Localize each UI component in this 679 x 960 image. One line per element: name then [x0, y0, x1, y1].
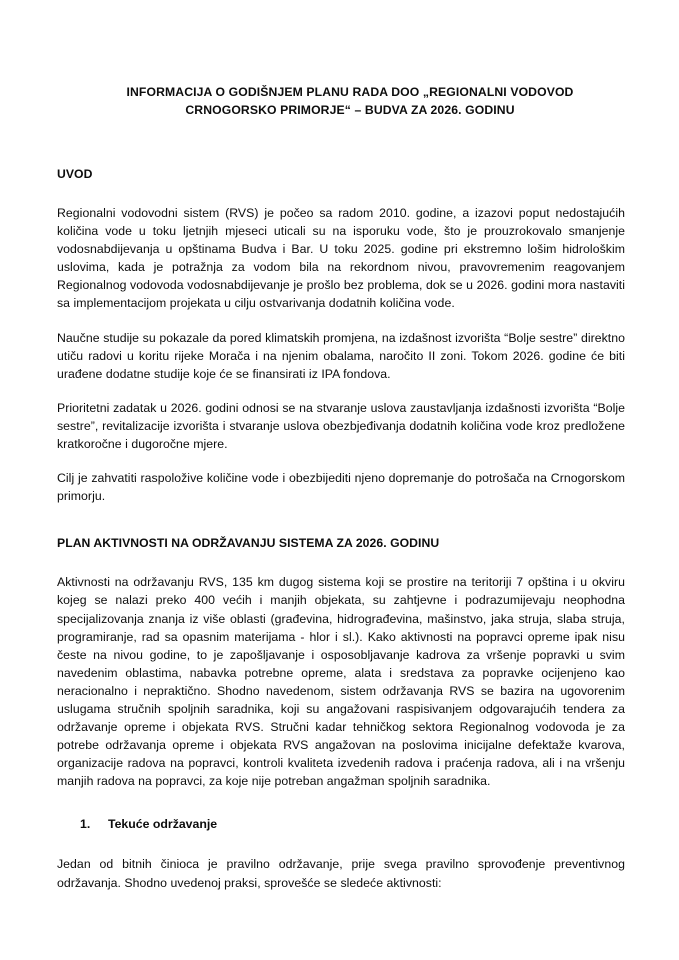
paragraph-uvod-1: Regionalni vodovodni sistem (RVS) je počeo sa radom 2010. godine, a izazovi poput nedostajućih količina vode u toku ljetnjih mjeseci uticali su na isporuku vode, što je prouzrokovalo smanjenje vodosnabdijevanja u opštinama Budva i Bar. U toku 2025. godine pri ekstremno lošim hidrološkim uslovima, kada je potražnja za vodom bila na rekordnom nivou, pravovremenim reagovanjem Regionalnog vodovoda vodosnabdijevanje je prošlo bez problema, dok se u 2026. godini mora nastaviti sa implementacijom projekata u cilju ostvarivanja dodatnih količina vode. — [57, 206, 625, 311]
paragraph-uvod-4: Cilj je zahvatiti raspoložive količine vode i obezbijediti njeno dopremanje do potrošača na Crnogorskom primorju. — [57, 471, 625, 504]
list-item-number: 1. — [80, 817, 91, 832]
list-item-label: Tekuće održavanje — [108, 817, 218, 832]
page-title: INFORMACIJA O GODIŠNJEM PLANU RADA DOO „REGIONALNI VODOVOD CRNOGORSKO PRIMORJE“ – BUDVA ZA 2026. GODINU — [126, 85, 574, 117]
document-content — [57, 0, 625, 892]
paragraph-tekuce-odrzavanje-body: Jedan od bitnih činioca je pravilno održavanje, prije svega pravilno sprovođenje preventivnog održavanja. Shodno uvedenoj praksi, sprovešće se sledeće aktivnosti: — [57, 857, 625, 890]
paragraph-plan-1: Aktivnosti na održavanju RVS, 135 km dugog sistema koji se prostire na teritoriji 7 opština i u okviru kojeg se nalazi preko 400 većih i manjih objekata, su zahtjevne i podrazumijevaju neophodna specijalizovanja znanja iz više oblasti (građevina, hidrograđevina, mašinstvo, jaka struja, slaba struja, programiranje, rad sa opasnim materijama - hlor i sl.). Kako aktivnosti na popravci opreme ipak nisu česte na nivou godine, to je zapošljavanje i osposobljavanje kadrova za vršenje popravki u svim navedenim oblastima, nabavka potrebne opreme, alata i sredstava za popravke ocijenjeno kao neracionalno i nepraktično. Shodno navedenom, sistem održavanja RVS se bazira na ugovorenim uslugama stručnih spoljnih saradnika, koji su angažovani raspisivanjem odgovarajućih tendera za održavanje opreme i objekata RVS. Stručni kadar tehničkog sektora Regionalnog vodovoda je za potrebe održavanja opreme i objekata RVS angažovan na poslovima inicijalne defektaže kvarova, organizacije radova na popravci, kontroli kvaliteta izvedenih radova i praćenja radova, ali i na vršenju manjih radova na popravci, za koje nije potreban angažman spoljnih saradnika. — [57, 575, 625, 789]
section-heading-plan-aktivnosti: PLAN AKTIVNOSTI NA ODRŽAVANJU SISTEMA ZA 2026. GODINU — [57, 536, 440, 551]
section-heading-uvod: UVOD — [57, 167, 93, 181]
list-item-tekuce-odrzavanje — [57, 790, 625, 833]
paragraph-uvod-2: Naučne studije su pokazale da pored klimatskih promjena, na izdašnost izvorišta “Bolje sestre” direktno utiču radovi u koritu rijeke Morača i na njenim obalama, naročito II zoni. Tokom 2026. godine će biti urađene dodatne studije koje će se finansirati iz IPA fondova. — [57, 330, 625, 381]
paragraph-uvod-3: Prioritetni zadatak u 2026. godini odnosi se na stvaranje uslova zaustavljanja izdašnosti izvorišta “Bolje sestre”, revitalizacije izvorišta i stvaranje uslova obezbjeđivanja dodatnih količina vode kroz predložene kratkoročne i dugoročne mjere. — [57, 400, 625, 452]
